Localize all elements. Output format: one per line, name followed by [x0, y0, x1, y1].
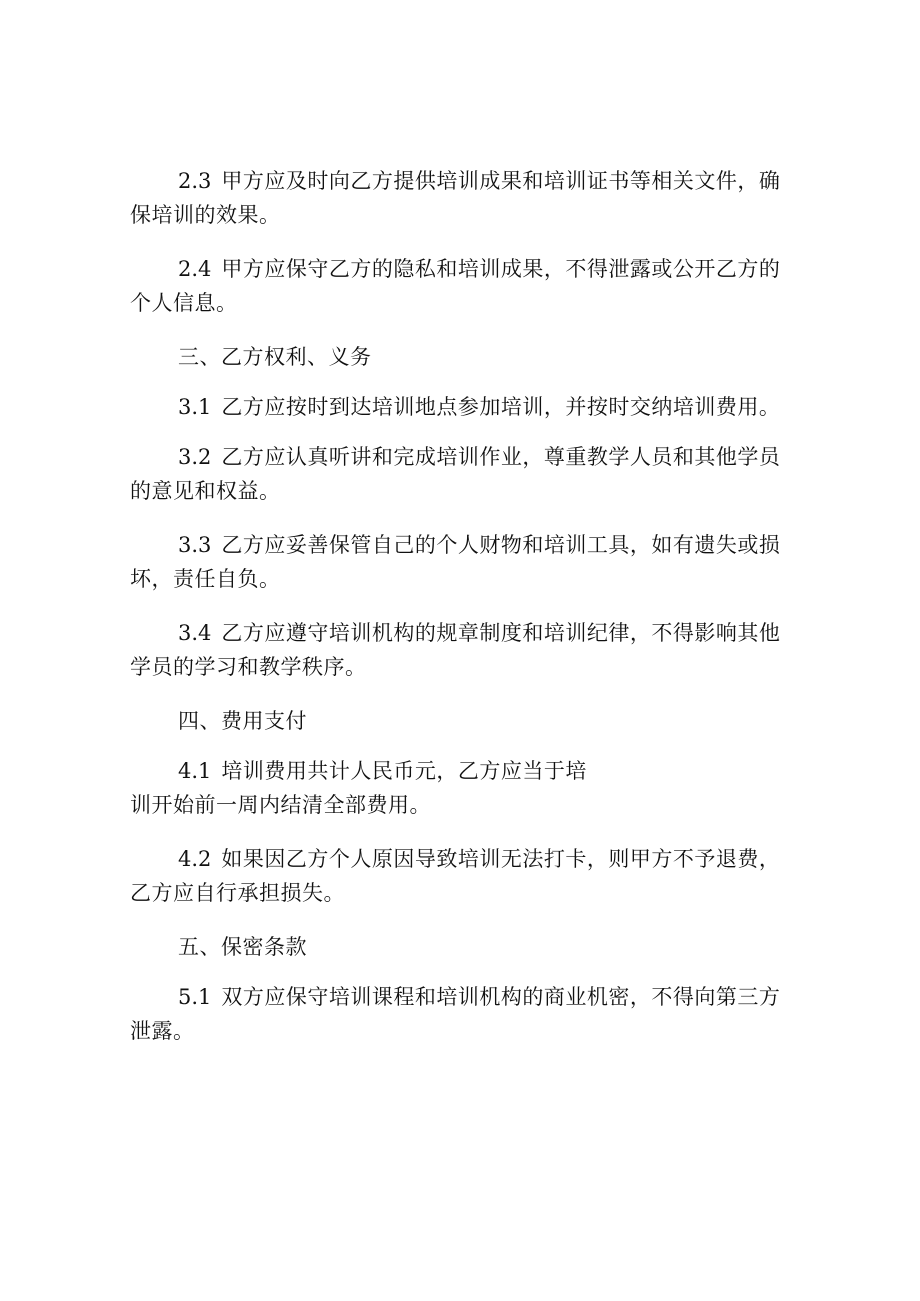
clause-number: 3.4	[178, 621, 212, 645]
clause-3-3	[130, 528, 795, 596]
clause-text: 乙方应妥善保管自己的个人财物和培训工具，如有遗失或损坏，责任自负。	[130, 533, 781, 591]
clause-4-1	[130, 754, 795, 822]
section-heading-text: 四、费用支付	[178, 709, 307, 733]
clause-5-1	[130, 980, 795, 1048]
clause-text-line1: 培训费用共计人民币元，乙方应当于培	[221, 759, 587, 783]
clause-text: 如果因乙方个人原因导致培训无法打卡，则甲方不予退费，乙方应自行承担损失。	[130, 847, 781, 905]
section-heading-text: 五、保密条款	[178, 935, 307, 959]
clause-4-2	[130, 842, 795, 910]
clause-3-1	[130, 390, 795, 424]
clause-number: 4.1	[178, 759, 212, 783]
clause-number: 5.1	[178, 985, 212, 1009]
section-heading-4	[130, 704, 795, 738]
clause-text: 乙方应认真听讲和完成培训作业，尊重教学人员和其他学员的意见和权益。	[130, 445, 781, 503]
clause-number: 4.2	[178, 847, 212, 871]
clause-text-line2: 训开始前一周内结清全部费用。	[130, 793, 431, 817]
clause-text: 双方应保守培训课程和培训机构的商业机密，不得向第三方泄露。	[130, 985, 781, 1043]
clause-text: 甲方应及时向乙方提供培训成果和培训证书等相关文件，确保培训的效果。	[130, 169, 781, 227]
clause-number: 3.1	[178, 395, 212, 419]
clause-3-4	[130, 616, 795, 684]
clause-text: 乙方应按时到达培训地点参加培训，并按时交纳培训费用。	[221, 395, 781, 419]
clause-number: 2.4	[178, 257, 212, 281]
section-heading-3	[130, 340, 795, 374]
clause-text: 甲方应保守乙方的隐私和培训成果，不得泄露或公开乙方的个人信息。	[130, 257, 781, 315]
clause-number: 3.3	[178, 533, 212, 557]
clause-number: 3.2	[178, 445, 212, 469]
clause-2-3	[130, 164, 795, 232]
section-heading-text: 三、乙方权利、义务	[178, 345, 372, 369]
clause-2-4	[130, 252, 795, 320]
clause-text: 乙方应遵守培训机构的规章制度和培训纪律，不得影响其他学员的学习和教学秩序。	[130, 621, 781, 679]
clause-number: 2.3	[178, 169, 212, 193]
section-heading-5	[130, 930, 795, 964]
clause-3-2	[130, 440, 795, 508]
